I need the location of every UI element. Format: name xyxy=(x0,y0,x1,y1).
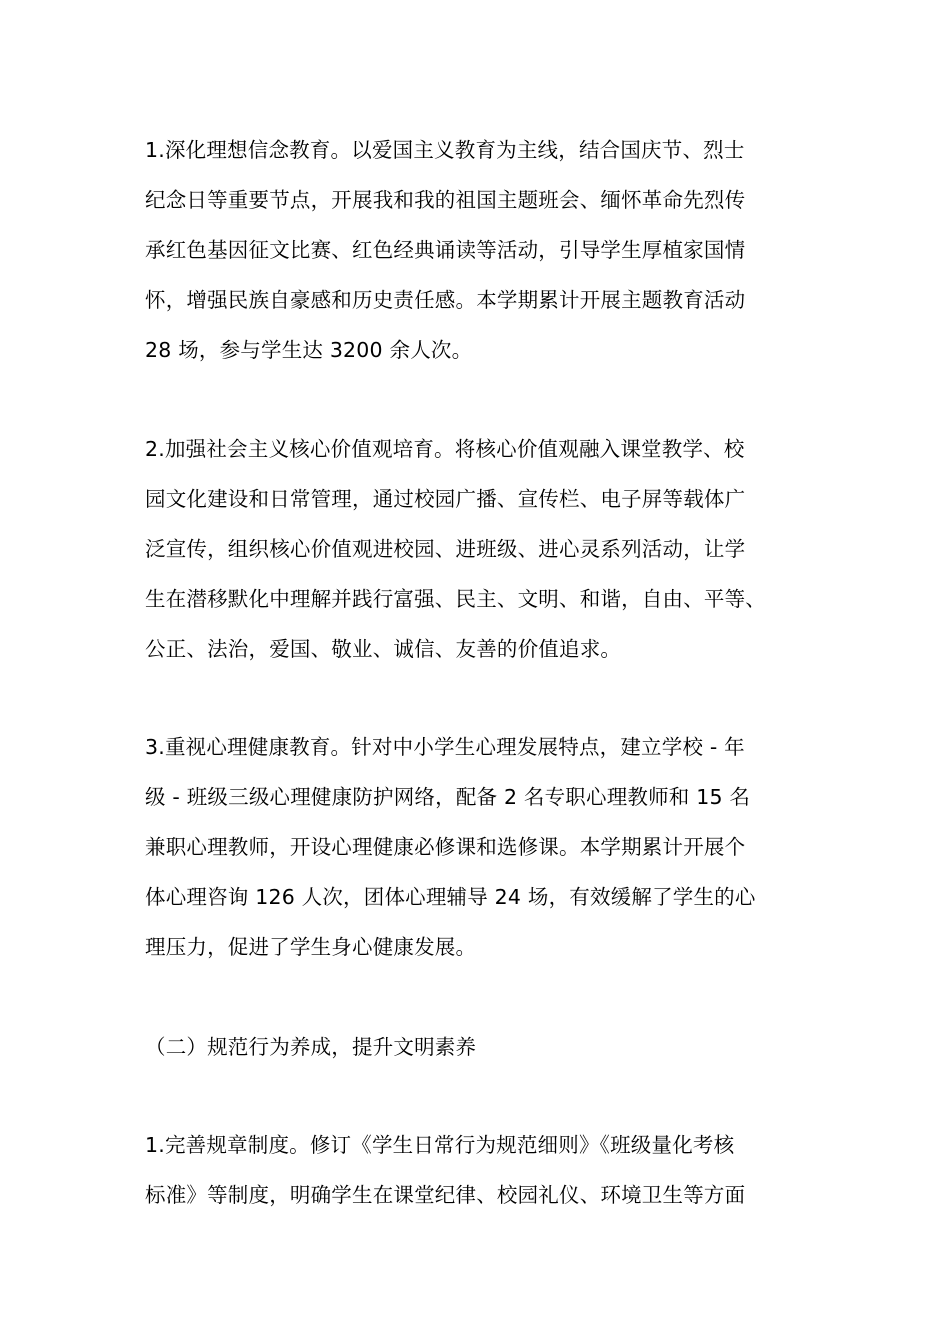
text-line: 3.重视心理健康教育。针对中小学生心理发展特点，建立学校 - 年 xyxy=(145,735,745,759)
paragraph-regulations xyxy=(145,1120,845,1220)
text-line: 承红色基因征文比赛、红色经典诵读等活动，引导学生厚植家国情 xyxy=(145,238,746,262)
text-line: 1.完善规章制度。修订《学生日常行为规范细则》《班级量化考核 xyxy=(145,1133,735,1157)
text-line: 标准》等制度，明确学生在课堂纪律、校园礼仪、环境卫生等方面 xyxy=(145,1183,746,1207)
paragraph-core-values xyxy=(145,424,845,674)
text-line: 兼职心理教师，开设心理健康必修课和选修课。本学期累计开展个 xyxy=(145,835,746,859)
text-line: 园文化建设和日常管理，通过校园广播、宣传栏、电子屏等载体广 xyxy=(145,487,746,511)
text-line: 泛宣传，组织核心价值观进校园、进班级、进心灵系列活动，让学 xyxy=(145,537,746,561)
text-line: 纪念日等重要节点，开展我和我的祖国主题班会、缅怀革命先烈传 xyxy=(145,188,746,212)
text-line: 28 场，参与学生达 3200 余人次。 xyxy=(145,338,473,362)
text-line: 2.加强社会主义核心价值观培育。将核心价值观融入课堂教学、校 xyxy=(145,437,745,461)
text-line: 理压力，促进了学生身心健康发展。 xyxy=(145,935,477,959)
paragraph-mental-health xyxy=(145,722,845,972)
text-line: 怀，增强民族自豪感和历史责任感。本学期累计开展主题教育活动 xyxy=(145,288,746,312)
text-line: 1.深化理想信念教育。以爱国主义教育为主线，结合国庆节、烈士 xyxy=(145,138,745,162)
text-line: 级 - 班级三级心理健康防护网络，配备 2 名专职心理教师和 15 名 xyxy=(145,785,751,809)
text-line: 公正、法治，爱国、敬业、诚信、友善的价值追求。 xyxy=(145,637,622,661)
section-heading xyxy=(145,1022,845,1072)
paragraph-ideals-education xyxy=(145,125,845,375)
text-line: （二）规范行为养成，提升文明素养 xyxy=(145,1035,477,1059)
text-line: 生在潜移默化中理解并践行富强、民主、文明、和谐，自由、平等、 xyxy=(145,587,766,611)
text-line: 体心理咨询 126 人次，团体心理辅导 24 场，有效缓解了学生的心 xyxy=(145,885,756,909)
